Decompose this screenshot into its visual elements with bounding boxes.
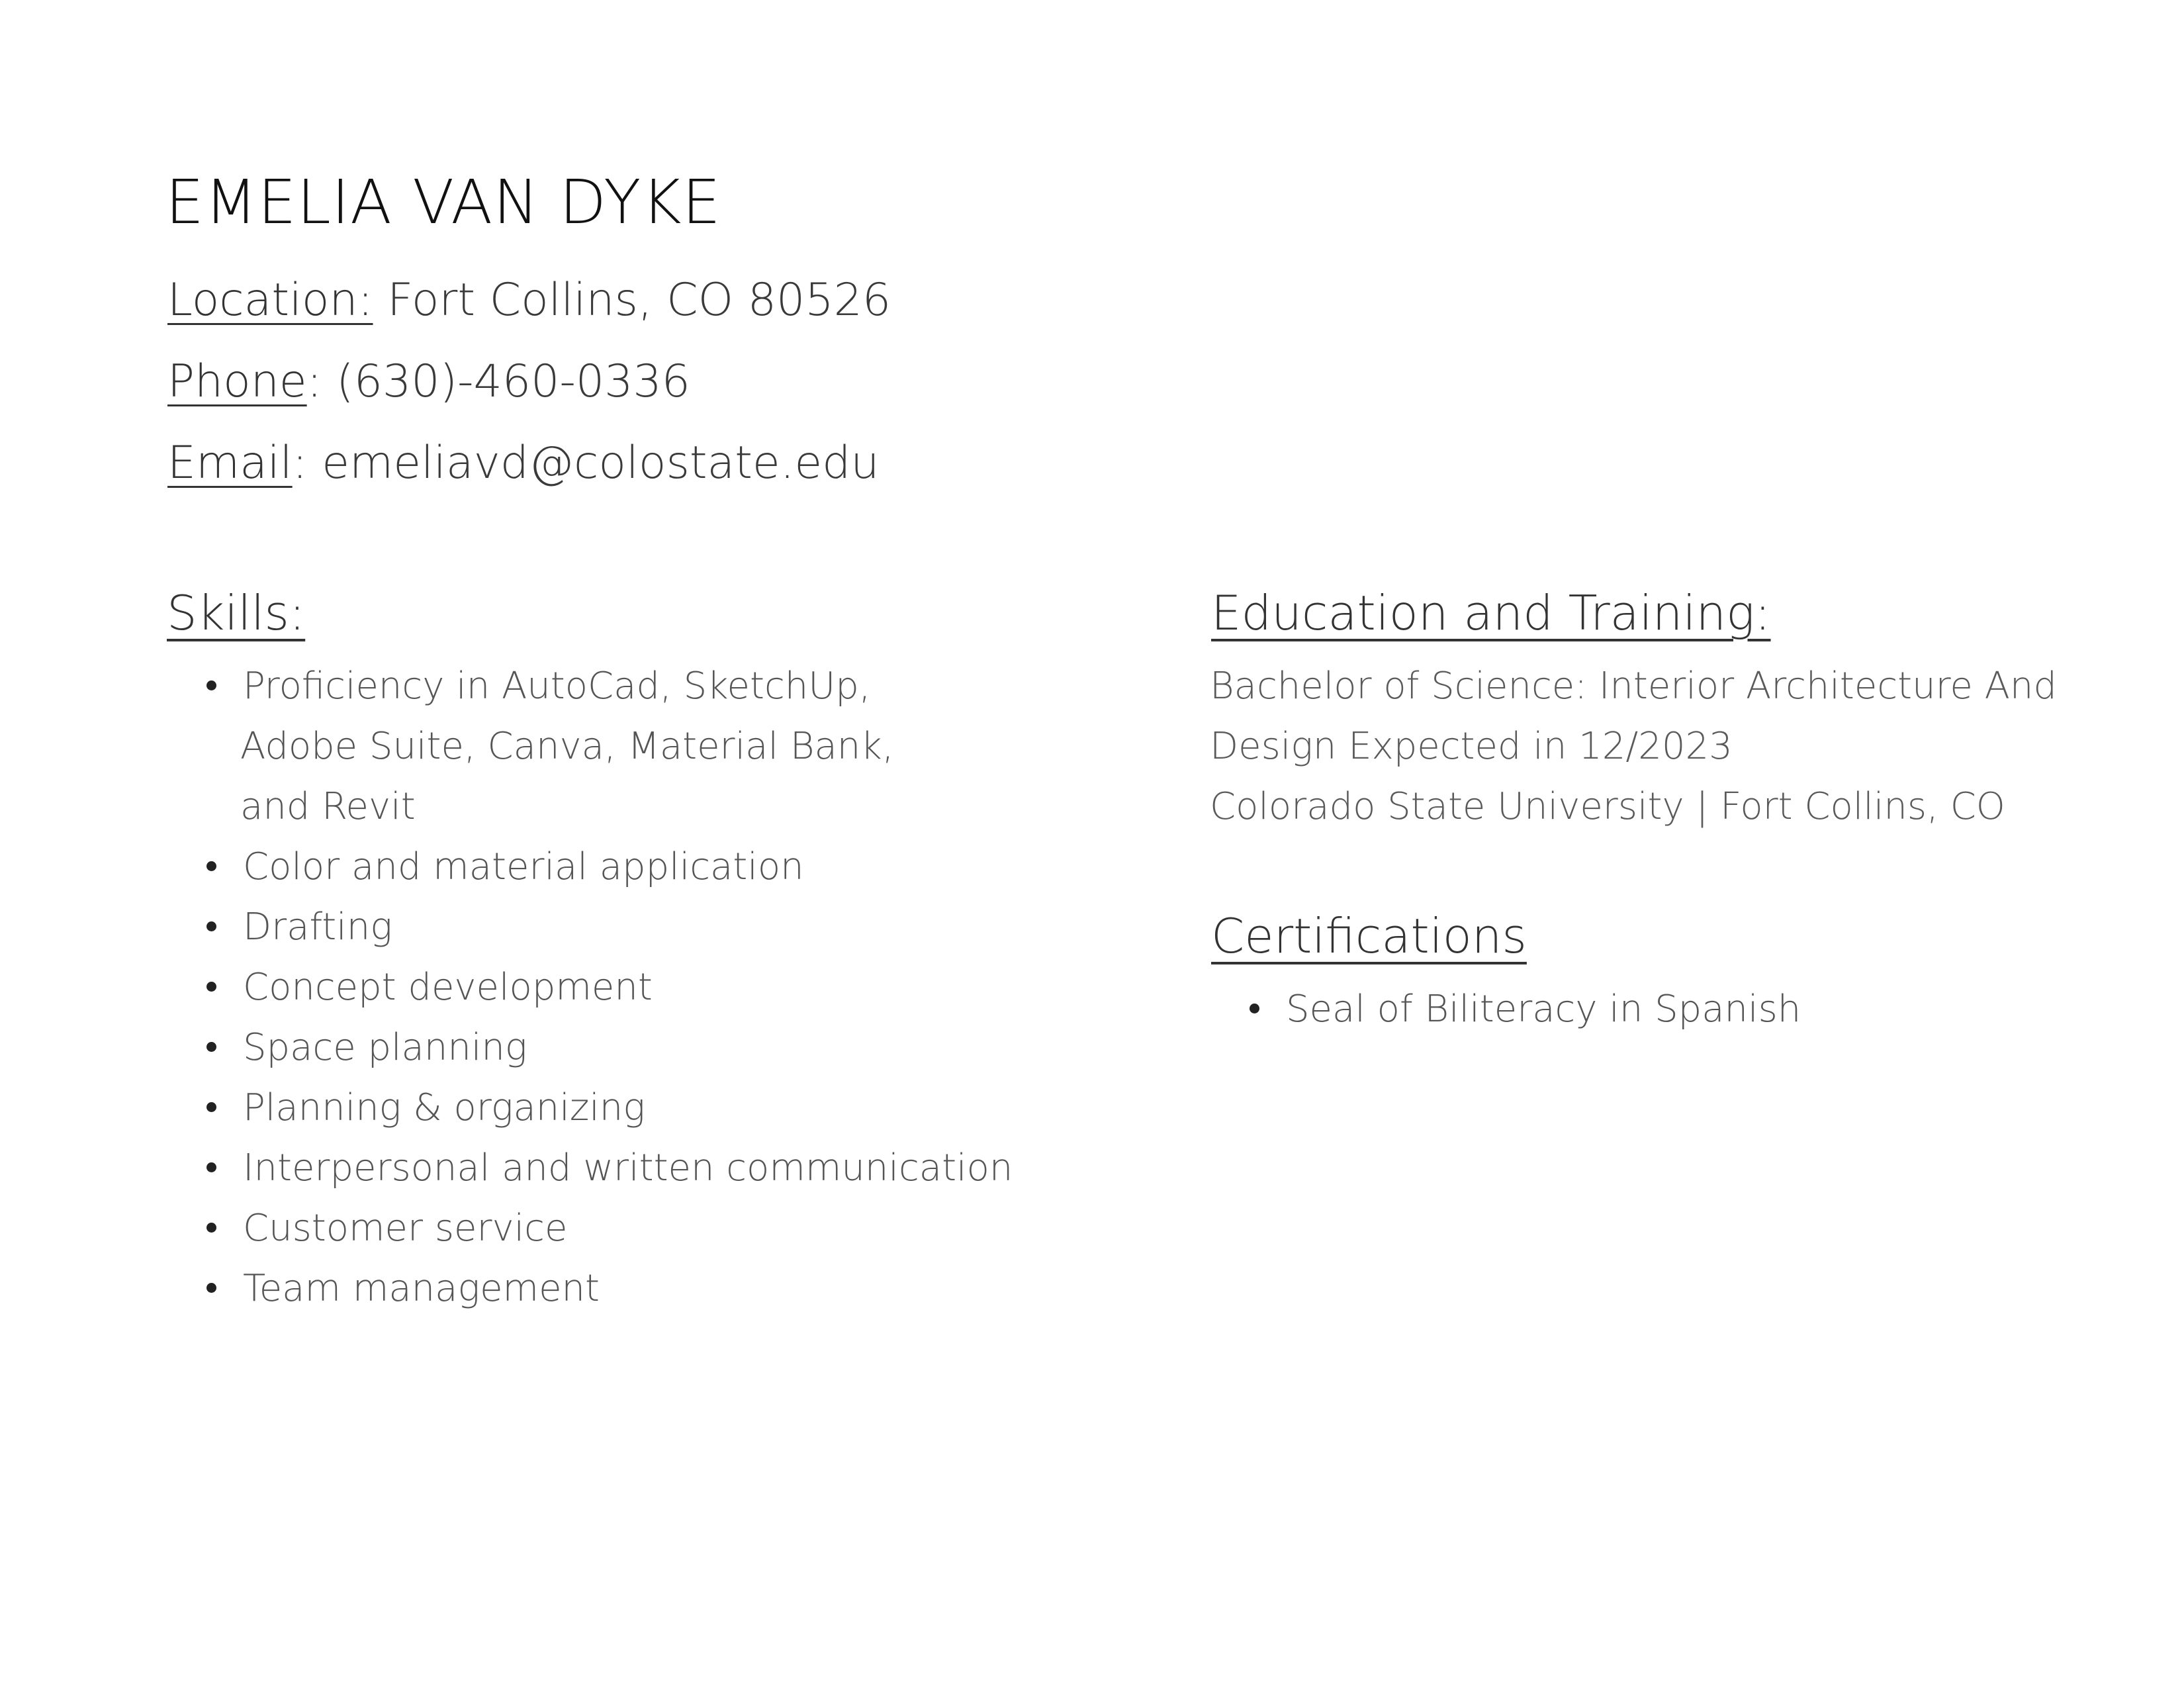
skill-item [243, 1198, 1013, 1258]
bullet-icon [206, 982, 216, 992]
skills-list [240, 656, 1013, 1319]
skill-item [243, 1138, 1013, 1198]
skill-item [243, 1258, 1013, 1319]
education-expected-line: Design Expected in 12/2023 [1210, 725, 1733, 768]
bullet-icon [206, 861, 216, 871]
resume-name: EMELIA VAN DYKE [165, 167, 721, 238]
location-value: Fort Collins, CO 80526 [373, 274, 891, 326]
bullet-icon [206, 1162, 216, 1172]
skill-text: Concept development [243, 966, 653, 1009]
skill-item [243, 957, 1013, 1017]
skill-text-line: Proficiency in AutoCad, SketchUp, [243, 665, 871, 708]
email-label: Email [167, 437, 293, 489]
location-label: Location: [167, 274, 373, 326]
phone-line [167, 355, 690, 408]
education-block [1210, 656, 2057, 837]
bullet-icon [206, 921, 216, 931]
certifications-heading: Certifications [1211, 908, 1527, 964]
bullet-icon [206, 1042, 216, 1052]
skill-text-line: Adobe Suite, Canva, Material Bank, [240, 725, 894, 768]
skill-item [243, 837, 1013, 897]
skill-text: Planning & organizing [243, 1086, 645, 1129]
skill-text: Interpersonal and written communication [243, 1147, 1013, 1190]
email-line [167, 437, 880, 489]
certification-item [1286, 979, 1801, 1039]
education-heading: Education and Training: [1211, 585, 1771, 641]
certification-text: Seal of Biliteracy in Spanish [1286, 988, 1801, 1031]
skills-heading: Skills: [167, 585, 306, 641]
bullet-icon [206, 1223, 216, 1233]
skill-text-line: and Revit [240, 785, 416, 828]
education-degree-line: Bachelor of Science: Interior Architecture And [1210, 665, 2057, 708]
email-value: : emeliavd@colostate.edu [292, 437, 880, 489]
skill-text: Color and material application [243, 845, 804, 888]
phone-label: Phone [167, 355, 307, 408]
bullet-icon [206, 680, 216, 690]
location-line [167, 274, 891, 326]
phone-value: : (630)-460-0336 [306, 355, 690, 408]
skill-text: Team management [243, 1267, 600, 1310]
skill-item [243, 897, 1013, 957]
skill-item [243, 1017, 1013, 1078]
skill-item-software [240, 656, 1013, 837]
bullet-icon [206, 1102, 216, 1112]
skill-text: Drafting [243, 906, 392, 949]
certifications-list [1286, 979, 1801, 1039]
education-school-line: Colorado State University | Fort Collins, CO [1210, 785, 2005, 828]
bullet-icon [206, 1283, 216, 1293]
skill-item [243, 1078, 1013, 1138]
skill-text: Space planning [243, 1026, 527, 1069]
skill-text: Customer service [243, 1207, 568, 1250]
bullet-icon [1250, 1004, 1259, 1013]
